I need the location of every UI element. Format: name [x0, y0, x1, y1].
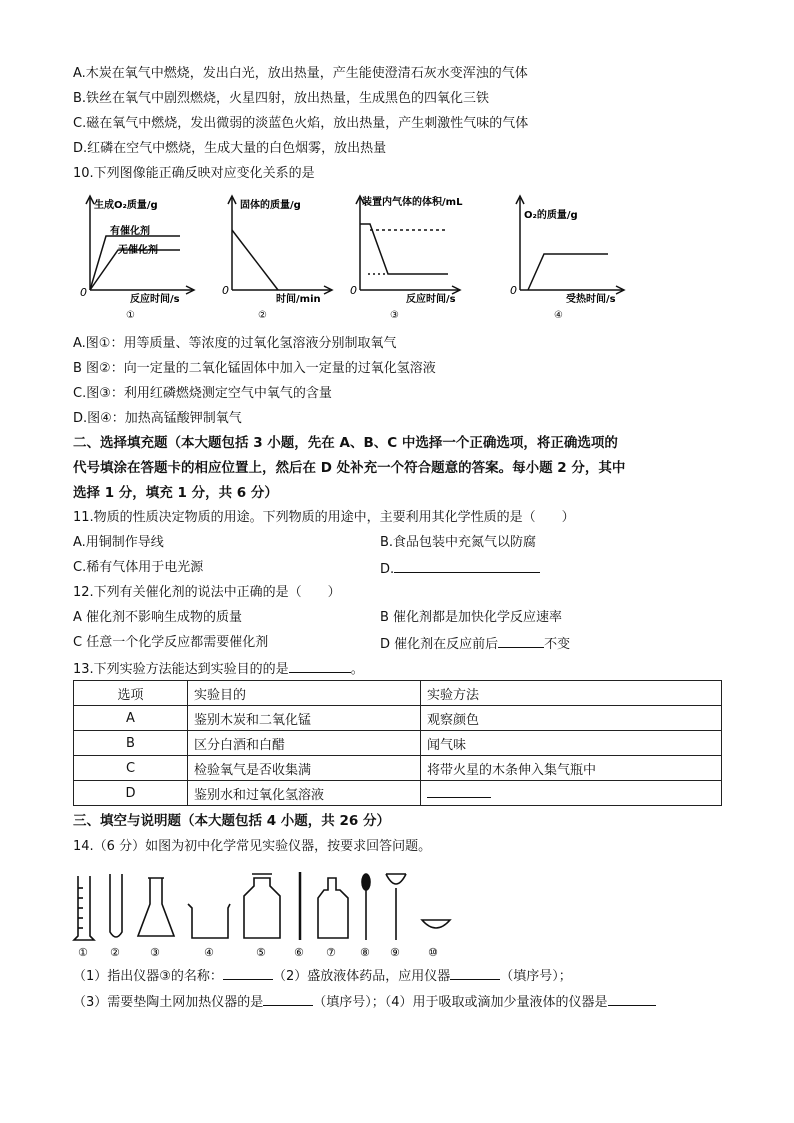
q10-option-c: C.图③：利用红磷燃烧测定空气中氧气的含量: [73, 386, 332, 401]
graph-3: [348, 190, 493, 325]
cell-method: 观察颜色: [421, 706, 722, 731]
section3-title: 三、填空与说明题（本大题包括 4 小题，共 26 分）: [73, 813, 390, 829]
q12-option-a: A 催化剂不影响生成物的质量: [73, 610, 243, 625]
conical-flask-icon: [138, 878, 174, 936]
q13-answer-blank[interactable]: [289, 659, 351, 673]
q11-option-a: A.用铜制作导线: [73, 535, 164, 550]
graph-1-origin: 0: [80, 286, 87, 299]
graph-4: [508, 190, 633, 325]
q14-part1-blank[interactable]: [223, 966, 273, 980]
cell-purpose: 鉴别木炭和二氧化锰: [188, 706, 421, 731]
graph-3-origin: 0: [350, 284, 357, 297]
q14-part2-blank[interactable]: [450, 966, 500, 980]
graph-2: [218, 190, 338, 325]
graph-2-xlabel: 时间/min: [276, 294, 321, 305]
header-purpose: 实验目的: [188, 681, 421, 706]
table-header-row: [74, 681, 722, 706]
graph-4-xlabel: 受热时间/s: [566, 294, 616, 305]
graph-2-number: ②: [258, 310, 267, 321]
q14-part1-text: （1）指出仪器③的名称：: [73, 969, 223, 984]
header-method: 实验方法: [421, 681, 722, 706]
q12-option-b: B 催化剂都是加快化学反应速率: [380, 610, 563, 625]
section2-title-line3: 选择 1 分，填充 1 分，共 6 分）: [73, 485, 278, 501]
graph-1-label-no-catalyst: 无催化剂: [118, 245, 158, 256]
graph-4-origin: 0: [510, 284, 517, 297]
curve-gas-volume: [360, 224, 448, 274]
q13-stem: [73, 659, 364, 679]
dropper-bottle-icon: [318, 878, 348, 938]
section2-title-line1: 二、选择填充题（本大题包括 3 小题，先在 A、B、C 中选择一个正确选项，将正确选项的: [73, 435, 618, 451]
q13-stem-end: 。: [350, 662, 364, 677]
q14-part3-blank[interactable]: [263, 992, 313, 1006]
cell-option: D: [74, 781, 188, 806]
q14-part-3-4: [73, 992, 656, 1012]
q12-option-c: C 任意一个化学反应都需要催化剂: [73, 635, 269, 650]
graph-1-label-catalyst: 有催化剂: [110, 226, 150, 237]
q13-method-blank[interactable]: [427, 784, 491, 798]
q14-part4-blank[interactable]: [608, 992, 656, 1006]
q10-option-b: B 图②：向一定量的二氧化锰固体中加入一定量的过氧化氢溶液: [73, 361, 436, 376]
evaporating-dish-icon: [422, 920, 450, 928]
cell-option: A: [74, 706, 188, 731]
q11-stem: 11.物质的性质决定物质的用途。下列物质的用途中，主要利用其化学性质的是（ ）: [73, 510, 575, 525]
graph-3-ylabel: 装置内气体的体积/mL: [362, 197, 463, 208]
cell-method: 将带火星的木条伸入集气瓶中: [421, 756, 722, 781]
graph-1-number: ①: [126, 310, 135, 321]
q12-option-d-pre: D 催化剂在反应前后: [380, 637, 499, 652]
graph-3-xlabel: 反应时间/s: [406, 294, 456, 305]
q14-part3-text: （3）需要垫陶土网加热仪器的是: [73, 995, 264, 1010]
curve-oxygen-mass: [528, 254, 608, 290]
q9-option-d: D.红磷在空气中燃烧，生成大量的白色烟雾，放出热量: [73, 141, 387, 156]
q13-stem-text: 13.下列实验方法能达到实验目的的是: [73, 662, 289, 677]
q11-option-c: C.稀有气体用于电光源: [73, 560, 204, 575]
funnel-icon: [386, 874, 406, 940]
label-1: ①: [78, 946, 88, 959]
q11-answer-blank[interactable]: [394, 559, 540, 573]
q10-option-a: A.图①：用等质量、等浓度的过氧化氢溶液分别制取氧气: [73, 336, 397, 351]
table-row: [74, 756, 722, 781]
table-row: [74, 731, 722, 756]
graph-4-ylabel: O₂的质量/g: [524, 210, 578, 221]
graph-2-ylabel: 固体的质量/g: [240, 200, 301, 211]
q14-stem: 14.（6 分）如图为初中化学常见实验仪器，按要求回答问题。: [73, 839, 432, 854]
label-4: ④: [204, 946, 214, 959]
test-tube-icon: [110, 874, 122, 937]
q14-part2-post: （填序号）；: [500, 969, 572, 984]
label-7: ⑦: [326, 946, 336, 959]
graph-1-xlabel: 反应时间/s: [130, 294, 180, 305]
dropper-icon: [362, 874, 370, 940]
cell-method: [421, 781, 722, 806]
cell-method: 闻气味: [421, 731, 722, 756]
q11-option-d: [380, 559, 540, 579]
curve-no-catalyst: [90, 250, 180, 290]
q11-option-d-label: D.: [380, 562, 395, 577]
graph-4-number: ④: [554, 310, 563, 321]
q10-stem: 10.下列图像能正确反映对应变化关系的是: [73, 166, 315, 181]
graph-1-ylabel: 生成O₂质量/g: [94, 200, 158, 211]
graph-3-number: ③: [390, 310, 399, 321]
q9-option-b: B.铁丝在氧气中剧烈燃烧，火星四射，放出热量，生成黑色的四氧化三铁: [73, 91, 490, 106]
q9-option-c: C.磁在氧气中燃烧，发出微弱的淡蓝色火焰，放出热量，产生刺激性气味的气体: [73, 116, 529, 131]
label-8: ⑧: [360, 946, 370, 959]
q10-option-d: D.图④：加热高锰酸钾制氧气: [73, 411, 242, 426]
q14-part2-text: （2）盛放液体药品，应用仪器: [272, 969, 451, 984]
q14-part-1-2: [73, 966, 572, 986]
q13-table: [73, 680, 722, 806]
cell-purpose: 检验氧气是否收集满: [188, 756, 421, 781]
q11-option-b: B.食品包装中充氮气以防腐: [380, 535, 537, 550]
q12-answer-blank[interactable]: [498, 634, 544, 648]
reagent-bottle-icon: [244, 874, 280, 938]
beaker-icon: [188, 904, 230, 938]
label-5: ⑤: [256, 946, 266, 959]
graduated-cylinder-icon: [74, 876, 94, 940]
cell-option: B: [74, 731, 188, 756]
label-3: ③: [150, 946, 160, 959]
table-row: [74, 781, 722, 806]
q9-option-a: A.木炭在氧气中燃烧，发出白光，放出热量，产生能使澄清石灰水变浑浊的气体: [73, 66, 528, 81]
cell-purpose: 鉴别水和过氧化氢溶液: [188, 781, 421, 806]
q12-option-d: [380, 634, 570, 654]
label-6: ⑥: [294, 946, 304, 959]
cell-option: C: [74, 756, 188, 781]
q14-part3-post: （填序号）；（4）用于吸取或滴加少量液体的仪器是: [313, 995, 608, 1010]
apparatus-figure: [70, 868, 460, 960]
graph-2-origin: 0: [222, 284, 229, 297]
label-10: ⑩: [428, 946, 438, 959]
label-9: ⑨: [390, 946, 400, 959]
table-row: [74, 706, 722, 731]
q12-stem: 12.下列有关催化剂的说法中正确的是（ ）: [73, 585, 341, 600]
q12-option-d-post: 不变: [544, 637, 571, 652]
section2-title-line2: 代号填涂在答题卡的相应位置上，然后在 D 处补充一个符合题意的答案。每小题 2 分，其中: [73, 460, 626, 476]
cell-purpose: 区分白酒和白醋: [188, 731, 421, 756]
graph-1: [72, 190, 202, 325]
label-2: ②: [110, 946, 120, 959]
header-option: 选项: [74, 681, 188, 706]
curve-solid-mass: [232, 230, 278, 290]
